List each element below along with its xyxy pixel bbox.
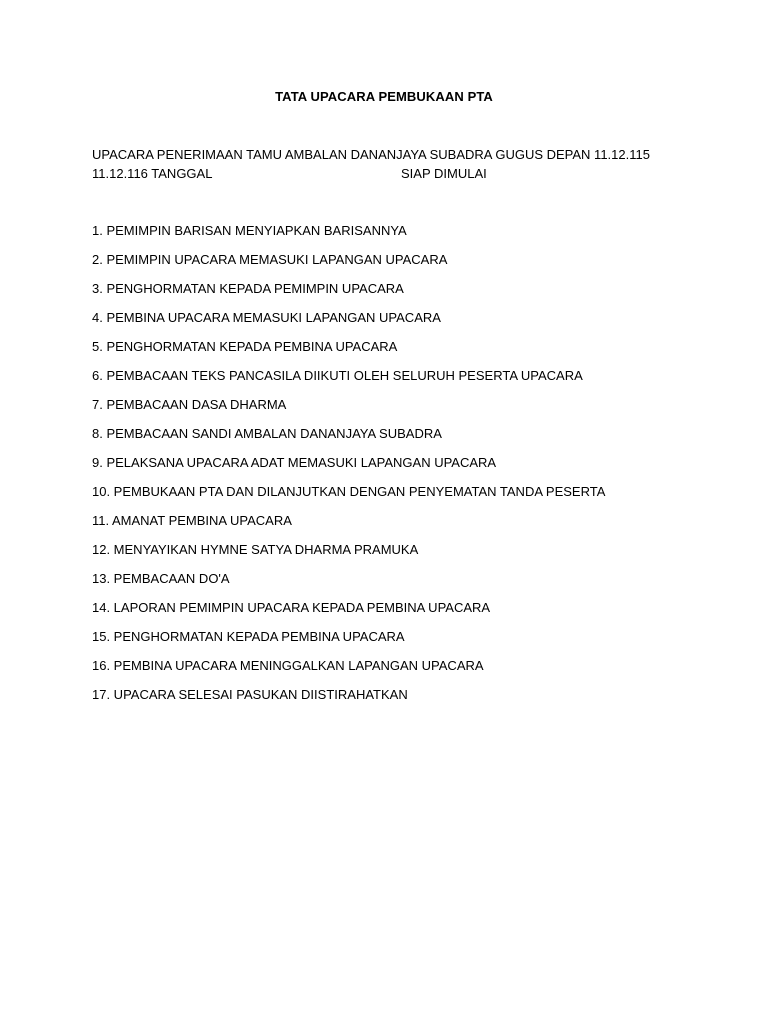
intro-line-2 [92,164,712,183]
intro-paragraph [92,145,712,183]
list-item: 16. PEMBINA UPACARA MENINGGALKAN LAPANGAN UPACARA [92,658,484,673]
intro-ready-label: SIAP DIMULAI [401,166,487,181]
list-item: 10. PEMBUKAAN PTA DAN DILANJUTKAN DENGAN PENYEMATAN TANDA PESERTA [92,484,606,499]
ceremony-steps-list [92,222,605,715]
intro-date-label: 11.12.116 TANGGAL [92,166,213,181]
list-item: 17. UPACARA SELESAI PASUKAN DIISTIRAHATKAN [92,687,408,702]
list-item: 8. PEMBACAAN SANDI AMBALAN DANANJAYA SUBADRA [92,426,442,441]
list-item: 11. AMANAT PEMBINA UPACARA [92,513,292,528]
list-item: 6. PEMBACAAN TEKS PANCASILA DIIKUTI OLEH SELURUH PESERTA UPACARA [92,368,583,383]
intro-line-1: UPACARA PENERIMAAN TAMU AMBALAN DANANJAYA SUBADRA GUGUS DEPAN 11.12.115 [92,147,650,162]
list-item: 9. PELAKSANA UPACARA ADAT MEMASUKI LAPANGAN UPACARA [92,455,497,470]
list-item: 4. PEMBINA UPACARA MEMASUKI LAPANGAN UPACARA [92,310,441,325]
list-item: 1. PEMIMPIN BARISAN MENYIAPKAN BARISANNYA [92,223,407,238]
list-item: 7. PEMBACAAN DASA DHARMA [92,397,287,412]
document-title: TATA UPACARA PEMBUKAAN PTA [275,89,493,104]
list-item: 2. PEMIMPIN UPACARA MEMASUKI LAPANGAN UPACARA [92,252,448,267]
list-item: 14. LAPORAN PEMIMPIN UPACARA KEPADA PEMBINA UPACARA [92,600,491,615]
list-item: 13. PEMBACAAN DO'A [92,571,230,586]
list-item: 12. MENYAYIKAN HYMNE SATYA DHARMA PRAMUKA [92,542,419,557]
list-item: 3. PENGHORMATAN KEPADA PEMIMPIN UPACARA [92,281,404,296]
list-item: 15. PENGHORMATAN KEPADA PEMBINA UPACARA [92,629,405,644]
list-item: 5. PENGHORMATAN KEPADA PEMBINA UPACARA [92,339,398,354]
